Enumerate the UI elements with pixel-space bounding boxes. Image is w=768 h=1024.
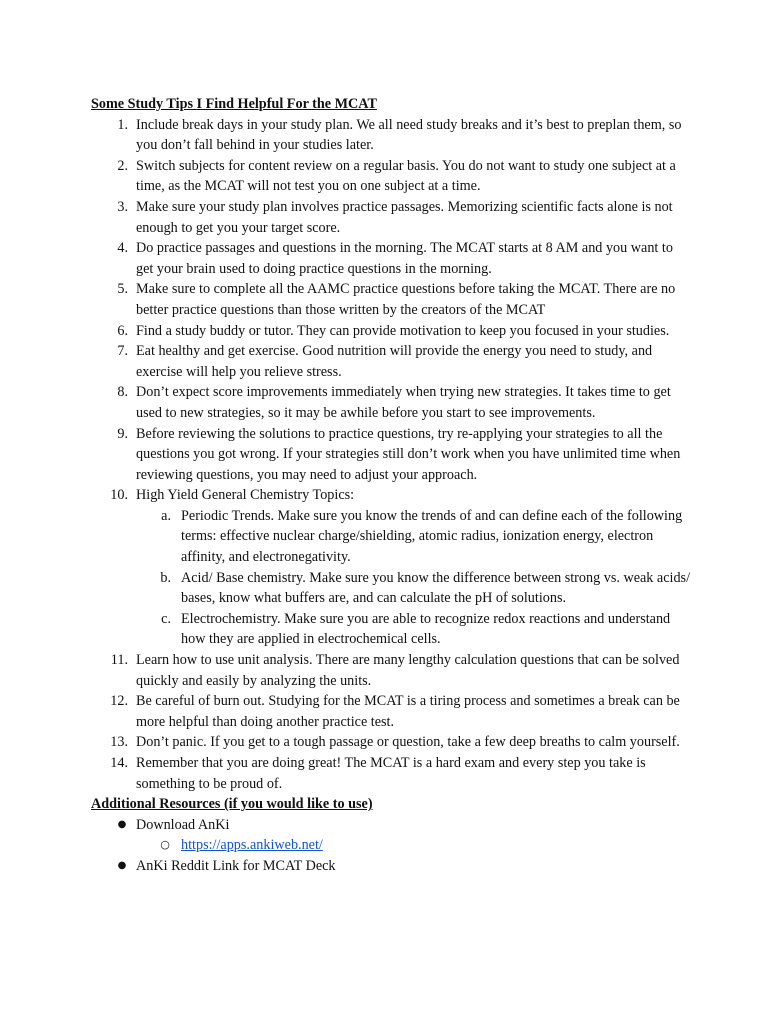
document-content xyxy=(91,94,691,877)
list-letter: b. xyxy=(160,569,171,586)
list-number: 5. xyxy=(117,281,128,298)
list-number: 8. xyxy=(117,384,128,401)
list-item-text: Download AnKi xyxy=(136,816,230,833)
resources-list xyxy=(91,815,691,877)
list-letter: c. xyxy=(161,610,171,627)
list-item-text: Include break days in your study plan. We all need study breaks and it’s best to preplan them, so you don’t fall behind in your studies later. xyxy=(136,116,682,154)
list-item-text: Make sure to complete all the AAMC practice questions before taking the MCAT. There are no better practice questions than those written by the creators of the MCAT xyxy=(136,281,676,318)
list-item-text: Learn how to use unit analysis. There are many lengthy calculation questions that can be solved quickly and easily by analyzing the units. xyxy=(136,652,680,689)
list-item xyxy=(91,382,691,423)
list-number: 11. xyxy=(110,652,128,669)
list-item xyxy=(91,691,691,732)
list-item xyxy=(91,732,691,753)
list-number: 12. xyxy=(110,693,128,710)
list-item-text: Don’t expect score improvements immediately when trying new strategies. It takes time to get used to new strategies, so it may be awhile before you start to see improvements. xyxy=(136,384,671,421)
bullet-icon: ● xyxy=(117,859,127,871)
list-item-text: Remember that you are doing great! The MCAT is a hard exam and every step you take is something to be proud of. xyxy=(136,755,646,792)
list-number: 1. xyxy=(117,116,128,133)
list-item xyxy=(91,424,691,486)
list-item xyxy=(91,197,691,238)
list-item xyxy=(91,156,691,197)
list-item-text: AnKi Reddit Link for MCAT Deck xyxy=(136,857,336,874)
list-item xyxy=(136,609,691,650)
list-item xyxy=(91,321,691,342)
list-item-text: High Yield General Chemistry Topics: xyxy=(136,487,355,504)
list-item xyxy=(136,568,691,609)
list-item-text: Do practice passages and questions in the morning. The MCAT starts at 8 AM and you want to get your brain used to doing practice questions in the morning. xyxy=(136,240,673,277)
list-item-text: Before reviewing the solutions to practice questions, try re-applying your strategies to all the questions you got wrong. If your strategies still don’t work when you have unlimited time when reviewing questions, you may need to adjust your approach. xyxy=(136,425,681,483)
list-item-text: Find a study buddy or tutor. They can provide motivation to keep you focused in your studies. xyxy=(136,322,670,339)
list-item xyxy=(91,341,691,382)
list-number: 2. xyxy=(117,157,128,174)
list-item-text: Be careful of burn out. Studying for the MCAT is a tiring process and sometimes a break can be more helpful than doing another practice test. xyxy=(136,693,680,730)
list-item-text: Electrochemistry. Make sure you are able to recognize redox reactions and understand how they are applied in electrochemical cells. xyxy=(181,610,671,648)
list-item xyxy=(91,835,691,856)
list-item xyxy=(136,506,691,568)
study-tips-list xyxy=(91,115,691,795)
hollow-bullet-icon: ○ xyxy=(160,838,170,852)
list-number: 14. xyxy=(110,755,128,771)
list-number: 13. xyxy=(110,734,128,751)
list-number: 3. xyxy=(117,198,128,215)
list-item xyxy=(91,753,691,794)
list-item xyxy=(91,815,691,836)
list-item-text: Switch subjects for content review on a regular basis. You do not want to study one subject at a time, as the MCAT will not test you on one subject at a time. xyxy=(136,157,676,195)
list-item-text: Eat healthy and get exercise. Good nutrition will provide the energy you need to study, and exercise will help you relieve stress. xyxy=(136,343,653,380)
list-item xyxy=(91,485,691,650)
list-number: 10. xyxy=(110,487,128,504)
list-number: 6. xyxy=(117,322,128,339)
list-item xyxy=(91,115,691,156)
list-item xyxy=(91,279,691,320)
list-number: 9. xyxy=(117,425,128,442)
list-number: 7. xyxy=(117,343,128,360)
list-item-text: Acid/ Base chemistry. Make sure you know the difference between strong vs. weak acids/ bases, know what buffers are, and can calculate the pH of solutions. xyxy=(181,569,691,607)
list-letter: a. xyxy=(161,507,171,524)
list-item-text: Don’t panic. If you get to a tough passage or question, take a few deep breaths to calm yourself. xyxy=(136,734,680,751)
resources-heading: Additional Resources (if you would like to use) xyxy=(91,796,373,813)
list-item xyxy=(91,856,691,877)
bullet-icon: ● xyxy=(117,818,127,830)
list-item xyxy=(91,650,691,691)
ankiweb-link[interactable]: https://apps.ankiweb.net/ xyxy=(181,837,323,854)
list-number: 4. xyxy=(117,240,128,257)
list-item-text: Make sure your study plan involves practice passages. Memorizing scientific facts alone is not enough to get you your target score. xyxy=(136,198,673,236)
list-item-text: Periodic Trends. Make sure you know the trends of and can define each of the following terms: effective nuclear charge/shielding, atomic radius, ionization energy, electron affinity, and electronegativity. xyxy=(181,507,683,566)
chemistry-topics-list xyxy=(136,506,691,650)
page-title: Some Study Tips I Find Helpful For the MCAT xyxy=(91,96,377,112)
list-item xyxy=(91,238,691,279)
